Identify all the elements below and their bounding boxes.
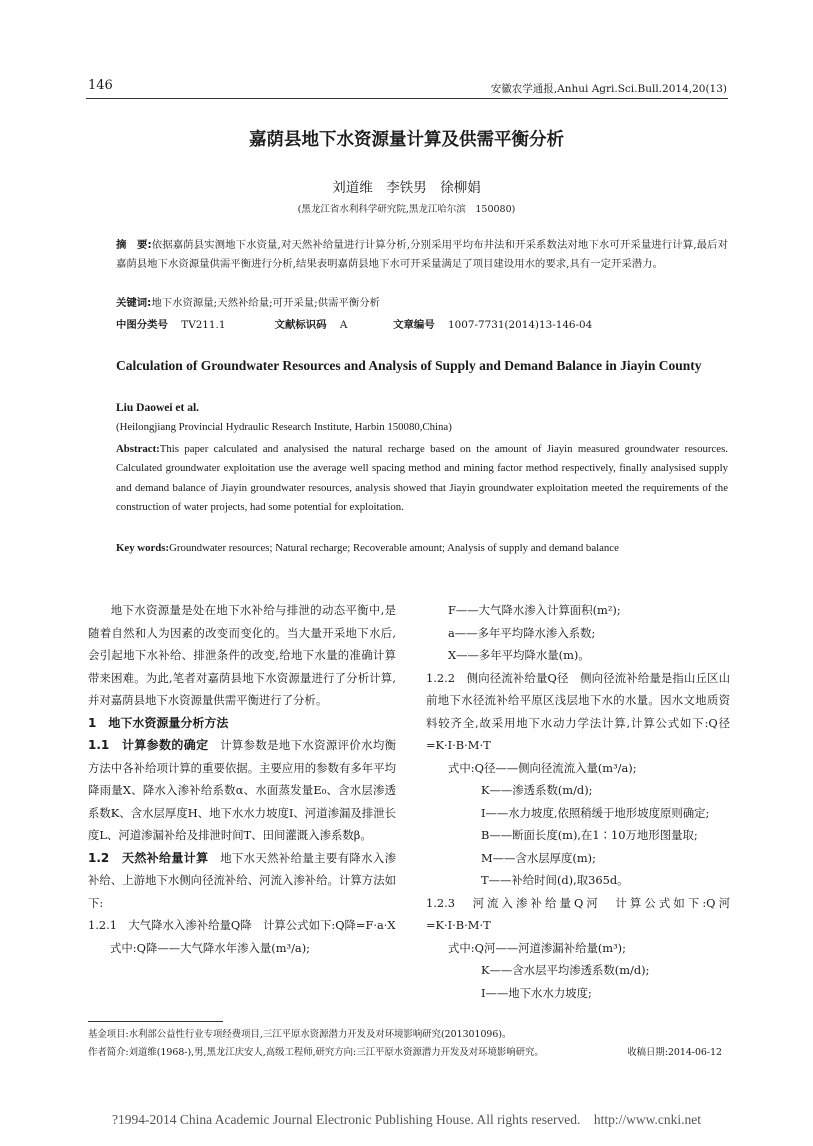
paper-title: 嘉荫县地下水资源量计算及供需平衡分析 (249, 130, 564, 150)
copyright-line: ?1994-2014 China Academic Journal Electronic Publishing House. All rights reserved. http://www.cnki.net (112, 1112, 701, 1127)
clc-label: 中图分类号 (116, 319, 168, 331)
author-intro: 作者简介:刘道维(1968-),男,黑龙江庆安人,高级工程师,研究方向:三江平原水资源潜力开发及对环境影响研究。 (88, 1047, 544, 1058)
definition-M: M——含水层厚度(m); (481, 850, 596, 865)
journal-citation: 安徽农学通报,Anhui Agri.Sci.Bull.2014,20(13) (490, 83, 727, 95)
article-number-label: 文章编号 (393, 319, 435, 331)
funding-note: 基金项目:水利部公益性行业专项经费项目,三江平原水资源潜力开发及对环境影响研究(201301096)。 (88, 1029, 512, 1040)
english-abstract-text: This paper calculated and analysised the natural recharge based on the amount of Jiayin measured groundwater resources. Calculated groundwater exploitation use the average well spacing method and mining factor method respectively, finally analysised supply and demand balance of Jiayin groundwater resources, analysis showed that Jiayin groundwater exploitation meeted the requirements of the construction of water projects, had some potential for exploitation. (116, 443, 728, 514)
definition-K: K——渗透系数(m/d); (481, 783, 593, 797)
doc-code-value: A (339, 319, 348, 331)
section-1-1-text: 计算参数是地下水资源评价水均衡方法中各补给项计算的重要依据。主要应用的参数有多年平均降雨量X、降水入渗补给系数α、水面蒸发量E₀、含水层渗透系数K、含水层厚度H、地下水水力坡度I、河道渗漏及排泄长度L、河道渗漏补给及排泄时间T、田间灌溉入渗系数β。 (88, 738, 396, 842)
received-date: 收稿日期:2014-06-12 (627, 1047, 722, 1058)
section-1-2-1-where: 式中:Q降——大气降水年渗入量(m³/a); (110, 940, 310, 955)
right-column (426, 599, 730, 1004)
english-abstract (116, 440, 728, 518)
english-keywords-label: Key words: (116, 542, 170, 554)
author-note (88, 1044, 730, 1058)
section-1-2-heading: 1.2 天然补给量计算 (88, 850, 209, 865)
definition-I2: I——地下水水力坡度; (481, 985, 592, 1000)
section-1-1 (88, 734, 396, 847)
english-affiliation: (Heilongjiang Provincial Hydraulic Research Institute, Harbin 150080,China) (116, 421, 452, 433)
english-keywords (116, 539, 728, 558)
section-1-2 (88, 847, 396, 915)
section-1-2-text: 地下水天然补给量主要有降水入渗补给、上游地下水侧向径流补给、河流入渗补给。计算方法如下: (88, 850, 396, 910)
definition-I: I——水力坡度,依照稍缓于地形坡度原则确定; (481, 805, 710, 820)
definition-a: a——多年平均降水渗入系数; (448, 625, 596, 640)
english-abstract-label: Abstract: (116, 443, 160, 455)
affiliation: (黑龙江省水利科学研究院,黑龙江哈尔滨 150080) (297, 204, 516, 215)
section-1-1-heading: 1.1 计算参数的确定 (88, 738, 209, 752)
section-1-2-2: 1.2.2 侧向径流补给量Q径 侧向径流补给量是指山丘区山前地下水径流补给平原区浅层地下水的水量。因水文地质资料较齐全,故采用地下水动力学法计算,计算公式如下:Q径=K·I·B·M·T (426, 670, 730, 752)
intro-paragraph: 地下水资源量是处在地下水补给与排泄的动态平衡中,是随着自然和人为因素的改变而变化的。当大量开采地下水后,会引起地下水补给、排泄条件的改变,给地下水量的准确计算带来困难。为此,笔者对嘉荫县地下水资源量进行了分析计算,并对嘉荫县地下水资源量供需平衡进行了分析。 (88, 603, 396, 707)
english-title: Calculation of Groundwater Resources and Analysis of Supply and Demand Balance in Jiayin County (116, 358, 702, 373)
footnote-rule (88, 1021, 223, 1022)
keywords-zh (116, 294, 728, 313)
definition-B: B——断面长度(m),在1∶10万地形图量取; (481, 828, 698, 842)
section-1-heading: 1 地下水资源量分析方法 (88, 715, 229, 730)
section-1-2-3: 1.2.3 河流入渗补给量Q河 计算公式如下:Q河=K·I·B·M·T (426, 895, 730, 932)
keywords-zh-text: 地下水资源量;天然补给量;可开采量;供需平衡分析 (151, 297, 381, 309)
definition-K2: K——含水层平均渗透系数(m/d); (481, 963, 650, 977)
section-1-2-2-where: 式中:Q径——侧向径流流入量(m³/a); (448, 760, 637, 775)
classification (116, 316, 728, 331)
abstract-zh-label: 摘 要: (116, 239, 152, 251)
doc-code-label: 文献标识码 (274, 319, 327, 331)
left-column (88, 599, 396, 959)
abstract-zh-text: 依据嘉荫县实测地下水资量,对天然补给量进行计算分析,分别采用平均布井法和开采系数法对地下水可开采量进行计算,最后对嘉荫县地下水资源量供需平衡进行分析,结果表明嘉荫县地下水可开采量满足了项目建设用水的要求,具有一定开采潜力。 (116, 239, 729, 270)
definition-T: T——补给时间(d),取365d。 (481, 873, 629, 887)
section-1-2-1: 1.2.1 大气降水入渗补给量Q降 计算公式如下:Q降=F·a·X (88, 918, 396, 932)
definition-X: X——多年平均降水量(m)。 (448, 648, 590, 662)
header-rule (86, 98, 728, 99)
keywords-zh-label: 关键词: (116, 297, 152, 309)
section-1-2-3-where: 式中:Q河——河道渗漏补给量(m³); (448, 940, 626, 955)
authors: 刘道维 李铁男 徐柳娟 (332, 180, 481, 196)
clc-value: TV211.1 (181, 319, 226, 331)
definition-F: F——大气降水渗入计算面积(m²); (448, 603, 621, 617)
english-author: Liu Daowei et al. (116, 402, 200, 414)
article-number-value: 1007-7731(2014)13-146-04 (448, 319, 593, 331)
abstract-zh (116, 236, 728, 274)
english-keywords-text: Groundwater resources; Natural recharge; Recoverable amount; Analysis of supply and demand balance (169, 542, 619, 554)
page-number: 146 (88, 78, 113, 93)
